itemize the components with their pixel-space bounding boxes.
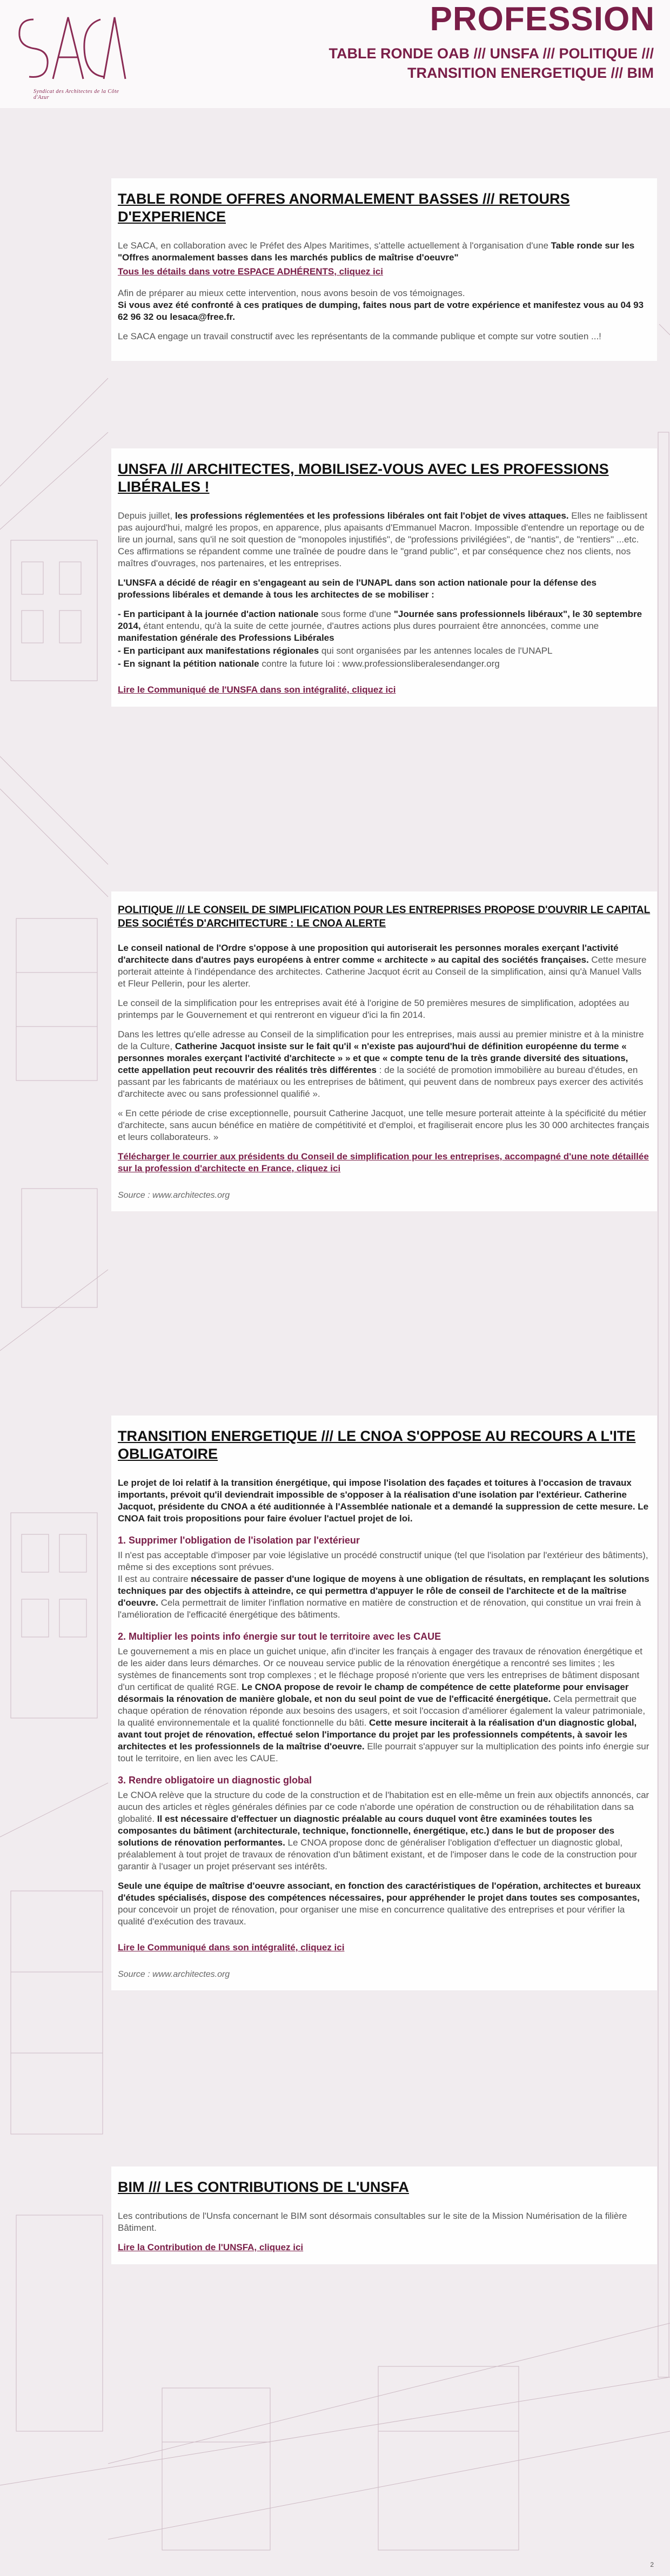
subheading: 3. Rendre obligatoire un diagnostic global bbox=[118, 1775, 312, 1786]
cnoa-courrier-link[interactable]: Télécharger le courrier aux présidents du Conseil de simplification pour les entreprises, accompagné d'une note détaillée sur la profession d'architecte en France, cliquez ici bbox=[118, 1151, 649, 1173]
paragraph: « En cette période de crise exceptionnelle, poursuit Catherine Jacquot, une telle mesure porterait atteinte à la spécificité du métier d'architecte, sans aucun bénéfice en matière de compétitivité et d'emploi, et fragiliserait encore plus les 30 000 architectes français et leurs collaborateurs. » bbox=[118, 1108, 649, 1142]
bullet: - En participant aux manifestations régionales qui sont organisées par les antennes locales de l'UNAPL bbox=[118, 646, 553, 656]
paragraph: L'UNSFA a décidé de réagir en s'engageant au sein de l'UNAPL dans son action nationale pour la défense des professions libérales et demande à tous les architectes de se mobiliser : bbox=[118, 578, 597, 600]
paragraph: Il est au contraire nécessaire de passer d'une logique de moyens à une obligation de résultats, en remplaçant les solutions techniques par des objectifs à atteindre, ce qui permettra d'appuyer le rôle de conseil de l'architecte et de la maîtrise d'oeuvre. Cela permettrait de limiter l'inflation normative en matière de construction et de rénovation, qui constitue un vrai frein à l'amélioration de l'efficacité énergétique des bâtiments. bbox=[118, 1574, 649, 1620]
section-transition-energetique bbox=[111, 1416, 657, 1990]
page-subtitle-line2: TRANSITION ENERGETIQUE /// BIM bbox=[407, 65, 654, 81]
paragraph: Le projet de loi relatif à la transition énergétique, qui impose l'isolation des façades et toitures à l'occasion de travaux importants, prévoit qu'il deviendrait impossible de s'opposer à la réalisation d'une isolation par l'extérieur. Catherine Jacquot, présidente du CNOA a été auditionnée à l'Assemblée nationale et a demandé la suppression de cette mesure. Le CNOA fait trois propositions pour faire évoluer l'actuel projet de loi. bbox=[118, 1478, 649, 1524]
subheading: 2. Multiplier les points info énergie sur tout le territoire avec les CAUE bbox=[118, 1631, 441, 1642]
paragraph: Le SACA, en collaboration avec le Préfet des Alpes Maritimes, s'attelle actuellement à l'organisation d'une Table ronde sur les "Offres anormalement basses dans les marchés publics de maîtrise d'oeuvre" bbox=[118, 240, 635, 263]
unsfa-communique-link[interactable]: Lire le Communiqué de l'UNSFA dans son intégralité, cliquez ici bbox=[118, 685, 396, 695]
section-title: TRANSITION ENERGETIQUE /// LE CNOA S'OPPOSE AU RECOURS A L'ITE OBLIGATOIRE bbox=[118, 1428, 636, 1462]
paragraph: Les contributions de l'Unsfa concernant le BIM sont désormais consultables sur le site de la Mission Numérisation de la filière Bâtiment. bbox=[118, 2211, 627, 2233]
section-title: UNSFA /// ARCHITECTES, MOBILISEZ-VOUS AVEC LES PROFESSIONS LIBÉRALES ! bbox=[118, 461, 609, 495]
bullet: - En signant la pétition nationale contre la future loi : www.professionsliberalesendanger.org bbox=[118, 659, 500, 669]
paragraph: Dans les lettres qu'elle adresse au Conseil de la simplification pour les entreprises, mais aussi au premier ministre et à la ministre de la Culture, Catherine Jacquot insiste sur le fait qu'il « n'existe pas aujourd'hui de définition européenne du terme « personnes morales exerçant l'activité d'architecte » » et que « compte tenu de la très grande diversité des situations, cette appellation peut recouvrir des réalités très différentes : de la société de promotion immobilière au bureau d'études, en passant par les fabricants de matériaux ou les entreprises de bâtiment, qui peuvent dans de nombreux pays exercer des activités d'architecte avec ou sans professionnel qualifié ». bbox=[118, 1029, 644, 1099]
bullet: - En participant à la journée d'action nationale sous forme d'une "Journée sans professionnels libéraux", le 30 septembre 2014, étant entendu, qu'à la suite de cette journée, d'autres actions plus dures pourraient être annoncées, comme une manifestation générale des Professions Libérales bbox=[118, 609, 642, 643]
source: Source : www.architectes.org bbox=[118, 1970, 230, 1979]
header bbox=[0, 0, 670, 108]
paragraph: Le CNOA relève que la structure du code de la construction et de l'habitation est en elle-même un frein aux objectifs annoncés, car aucun des articles et règles générales définies par ce code n'aborde une opération de construction ou de réhabilitation dans sa globalité. Il est nécessaire d'effectuer un diagnostic préalable au cours duquel vont être examinées toutes les composantes du bâtiment (architecturale, technique, fonctionnelle, énergétique, etc.) dans le but de proposer des solutions de rénovation performantes. Le CNOA propose donc de généraliser l'obligation d'effectuer un diagnostic global, préalablement à tout projet de travaux de rénovation d'un bâtiment existant, et de l'imposer dans le code de la construction pour garantir à l'usager un projet préservant ses intérêts. bbox=[118, 1790, 649, 1871]
paragraph: Le conseil national de l'Ordre s'oppose à une proposition qui autoriserait les personnes morales exerçant l'activité d'architecte dans d'autres pays européens à entrer comme « architecte » au capital des sociétés françaises. Cette mesure porterait atteinte à l'indépendance des architectes. Catherine Jacquot écrit au Conseil de la simplification, ainsi qu'à Manuel Valls et Fleur Pellerin, pour les alerter. bbox=[118, 943, 647, 989]
logo-mark bbox=[8, 3, 126, 95]
unsfa-contribution-link[interactable]: Lire la Contribution de l'UNSFA, cliquez ici bbox=[118, 2242, 304, 2252]
cnoa-communique-link[interactable]: Lire le Communiqué dans son intégralité, cliquez ici bbox=[118, 1942, 345, 1953]
section-title: BIM /// LES CONTRIBUTIONS DE L'UNSFA bbox=[118, 2179, 409, 2195]
section-bim bbox=[111, 2166, 657, 2264]
paragraph: Le SACA engage un travail constructif avec les représentants de la commande publique et compte sur votre soutien ...! bbox=[118, 331, 601, 341]
page-number: 2 bbox=[650, 2561, 654, 2568]
logo-tagline: Syndicat des Architectes de la Côte d'Azur bbox=[34, 89, 119, 100]
espace-adherents-link[interactable]: Tous les détails dans votre ESPACE ADHÉRENTS, cliquez ici bbox=[118, 266, 383, 277]
paragraph: Le gouvernement a mis en place un guichet unique, afin d'inciter les français à engager des travaux de rénovation énergétique et de les aider dans leurs démarches. Or ce nouveau service public de la rénovation énergétique a rencontré ses limites ; les systèmes de financements sont trop complexes ; et le fléchage proposé n'oriente que vers les entreprises de bâtiment disposant d'un certificat de qualité RGE. Le CNOA propose de revoir le champ de compétence de cette plateforme pour envisager désormais la rénovation de manière globale, et non du seul point de vue de l'efficacité énergétique. Cela permettrait que chaque opération de rénovation réponde aux besoins des usagers, et soit l'occasion d'améliorer également la valeur patrimoniale, la qualité environnementale et la qualité fonctionnelle du bâti. Cette mesure inciterait à la réalisation d'un diagnostic global, avant tout projet de rénovation, effectué selon l'importance du projet par les professionnels compétents, à savoir les architectes et les professionnels de la maîtrise d'oeuvre. Elle pourrait s'appuyer sur la multiplication des points info énergie sur tout le territoire, en lien avec les CAUE. bbox=[118, 1646, 649, 1763]
paragraph: Afin de préparer au mieux cette intervention, nous avons besoin de vos témoignages. Si vous avez été confronté à ces pratiques de dumping, faites nous part de votre expérience et manifestez vous au 04 93 62 96 32 ou lesaca@free.fr. bbox=[118, 288, 644, 322]
source: Source : www.architectes.org bbox=[118, 1191, 230, 1200]
paragraph: Seule une équipe de maîtrise d'oeuvre associant, en fonction des caractéristiques de l'opération, architectes et bureaux d'études spécialisés, dispose des compétences nécessaires, pour appréhender le projet dans toutes ses composantes, pour concevoir un projet de rénovation, pour organiser une mise en concurrence qualitative des entreprises et pour vérifier la qualité d'exécution des travaux. bbox=[118, 1881, 641, 1927]
subheading: 1. Supprimer l'obligation de l'isolation par l'extérieur bbox=[118, 1535, 360, 1546]
paragraph: Depuis juillet, les professions réglementées et les professions libérales ont fait l'objet de vives attaques. Elles ne faiblissent pas aujourd'hui, malgré les propos, en apparence, plus apaisants d'Emmanuel Macron. Impossible d'entendre un reportage ou de lire un journal, sans qu'il ne soit question de "monopoles injustifiés", de "professions privilégiées", de "nantis", de "rentiers" ...etc. Ces affirmations se répandent comme une traînée de poudre dans le "grand public", et par conséquence chez nos clients, nos maîtres d'ouvrages, nos partenaires, et les entreprises. bbox=[118, 511, 648, 568]
paragraph: Il n'est pas acceptable d'imposer par voie législative un procédé constructif unique (tel que l'isolation par l'extérieur des bâtiments), même si des exceptions sont prévues. bbox=[118, 1550, 648, 1572]
saca-logo[interactable] bbox=[8, 3, 126, 100]
paragraph: Le conseil de la simplification pour les entreprises avait été à l'origine de 50 premières mesures de simplification, adoptées au printemps par le Gouvernement et qui rentreront en vigueur d'ici la fin 2014. bbox=[118, 998, 629, 1020]
section-politique bbox=[111, 891, 657, 1211]
section-table-ronde bbox=[111, 178, 657, 361]
section-title: POLITIQUE /// LE CONSEIL DE SIMPLIFICATION POUR LES ENTREPRISES PROPOSE D'OUVRIR LE CAPITAL DES SOCIÉTÉS D'ARCHITECTURE : LE CNOA ALERTE bbox=[118, 904, 651, 929]
page-subtitle-line1: TABLE RONDE OAB /// UNSFA /// POLITIQUE /// bbox=[329, 45, 654, 62]
section-unsfa bbox=[111, 448, 657, 707]
section-title: TABLE RONDE OFFRES ANORMALEMENT BASSES /// RETOURS D'EXPERIENCE bbox=[118, 191, 570, 225]
page-title: PROFESSION bbox=[430, 1, 655, 38]
